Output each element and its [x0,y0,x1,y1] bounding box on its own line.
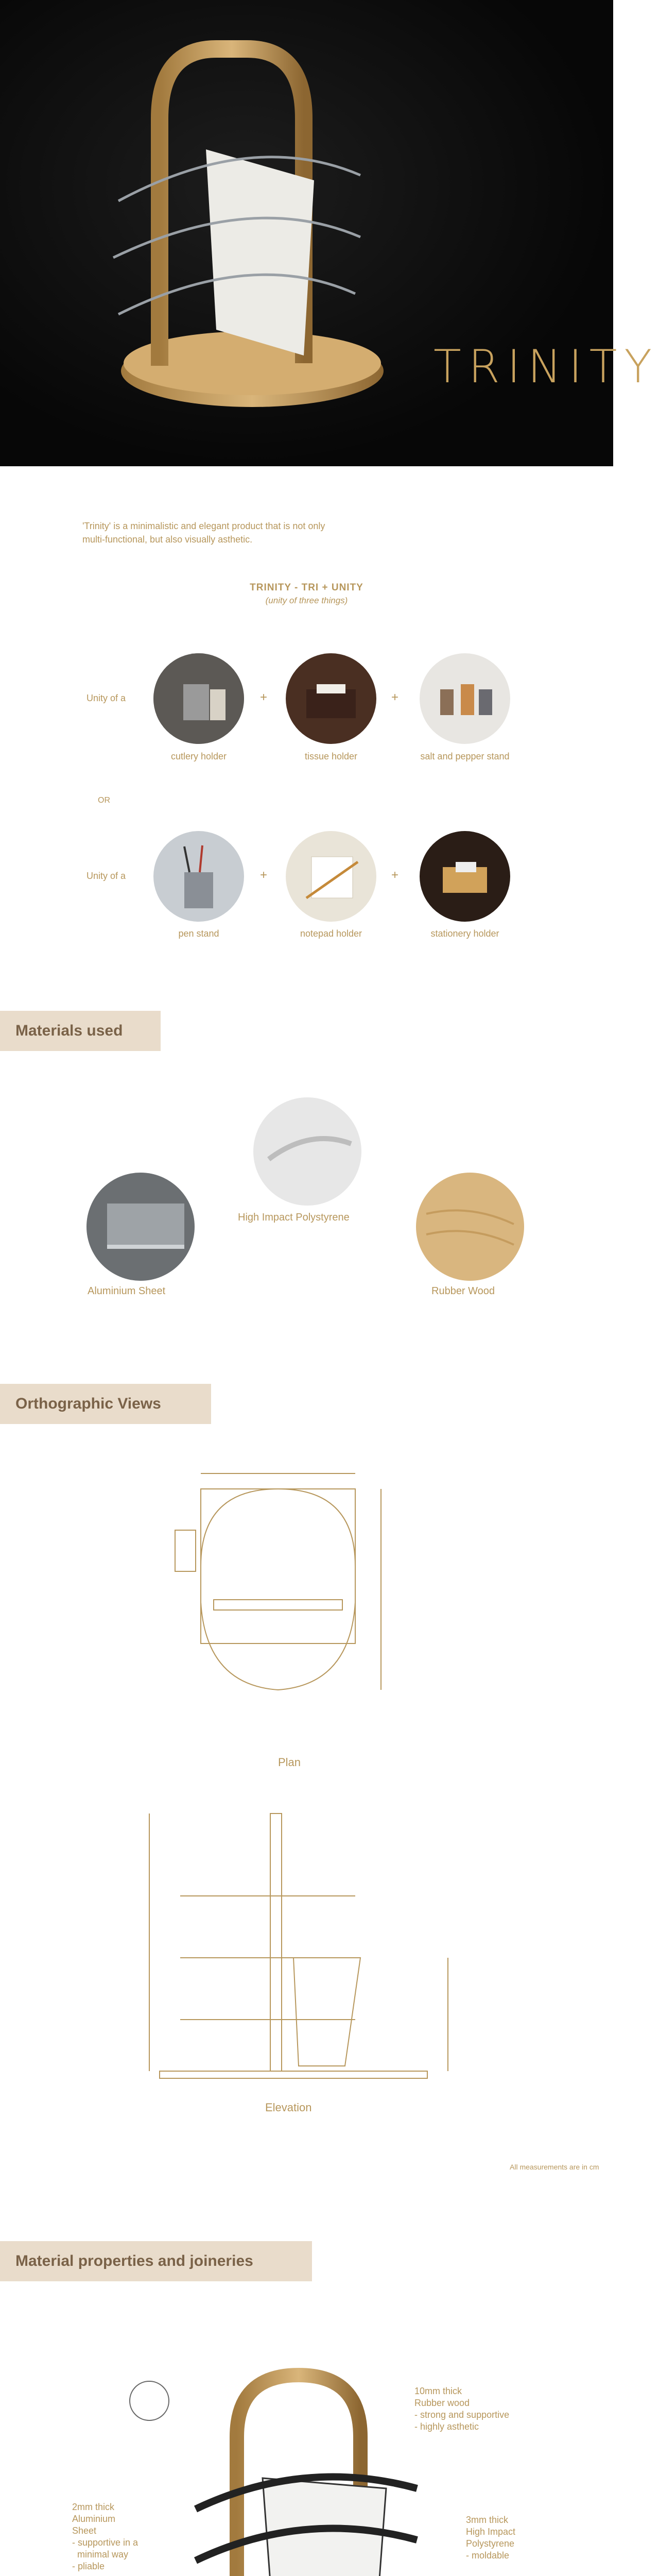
section-title: Material properties and joineries [15,2252,253,2269]
caption-pen-stand: pen stand [178,928,219,939]
trinity-product-render [0,0,613,466]
intro-text: 'Trinity' is a minimalistic and elegant product that is not only multi-functional, but also visually asthetic. [82,521,325,545]
section-materials-used [0,1011,161,1051]
caption-cutlery-holder: cutlery holder [170,751,227,761]
annotation-aluminium: 2mm thick Aluminium Sheet - supportive in a minimal way - pliable [72,2502,138,2571]
caption-salt-pepper-stand: salt and pepper stand [420,751,510,761]
section-material-properties [0,2241,312,2281]
or-label: OR [98,796,110,805]
caption-stationery-holder: stationery holder [430,928,499,939]
plus-sign: + [391,690,399,704]
hero-title: TRINITY [433,340,659,393]
section-title: Orthographic Views [15,1395,161,1412]
rubber-wood-swatch [416,1173,524,1281]
aluminium-swatch [86,1173,195,1281]
pen-stand-image [153,831,244,922]
section-orthographic-views [0,1384,211,1424]
plan-drawing [134,1468,494,1757]
section-title: Materials used [15,1022,123,1039]
annotation-rubber-wood: 10mm thick Rubber wood - strong and supportive - highly asthetic [414,2386,510,2432]
measurement-note: All measurements are in cm [510,2163,599,2171]
cutlery-holder-image [153,653,244,744]
elevation-drawing [139,1803,469,2092]
plus-sign: + [260,868,268,882]
stationery-holder-image [420,831,510,922]
caption-notepad-holder: notepad holder [300,928,362,939]
row1-label: Unity of a [86,693,126,703]
plus-sign: + [260,690,268,704]
caption-tissue-holder: tissue holder [304,751,358,761]
caption-plan: Plan [278,1756,301,1769]
caption-elevation: Elevation [265,2101,312,2114]
caption-aluminium: Aluminium Sheet [88,1285,166,1297]
hero-banner [0,0,659,466]
unity-subtitle: (unity of three things) [265,596,348,605]
caption-polystyrene: High Impact Polystyrene [238,1212,350,1223]
row2-label: Unity of a [86,871,126,881]
caption-rubber-wood: Rubber Wood [431,1285,495,1297]
plus-sign: + [391,868,399,882]
polystyrene-swatch [253,1097,361,1206]
salt-pepper-image [420,653,510,744]
annotation-polystyrene: 3mm thick High Impact Polystyrene - moldable [466,2515,516,2561]
unity-heading [0,582,613,606]
unity-title: TRINITY - TRI + UNITY [250,582,363,593]
notepad-holder-image [286,831,376,922]
tissue-holder-image [286,653,376,744]
